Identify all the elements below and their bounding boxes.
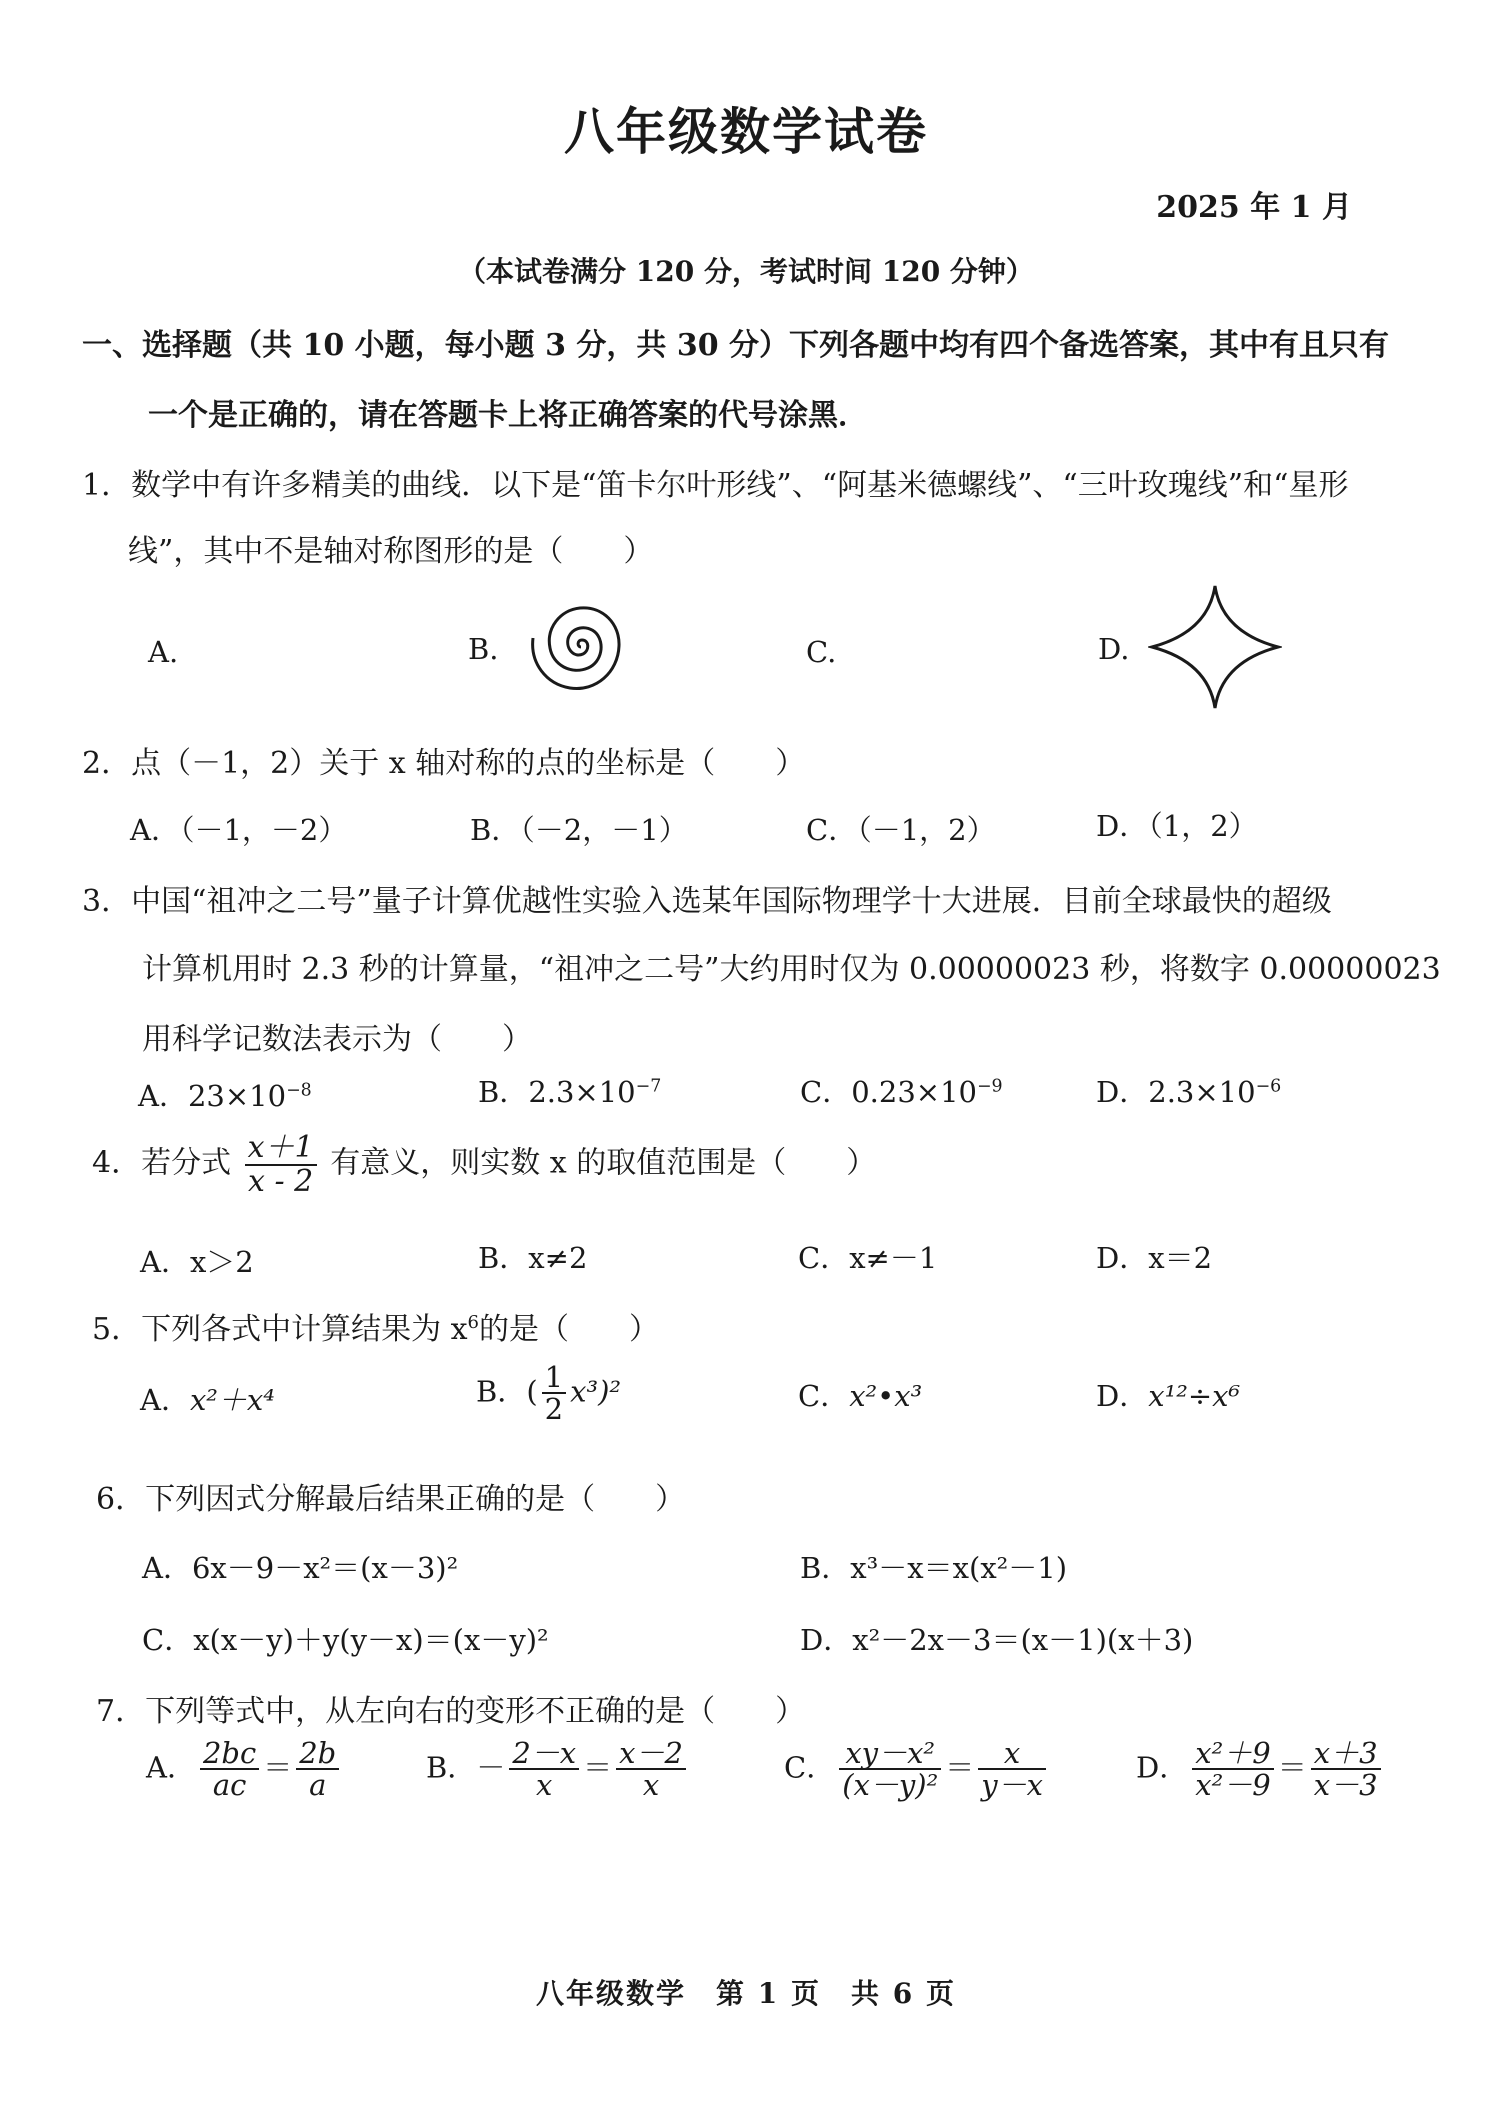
- q1-option-a-label: A.: [148, 635, 179, 669]
- q1-option-c-label: C.: [806, 635, 837, 669]
- q4-stem-pre: 4．若分式: [92, 1145, 232, 1181]
- archimedean-spiral-figure: [508, 580, 656, 708]
- section-heading-line1: 一、选择题（共 10 小题，每小题 3 分，共 30 分）下列各题中均有四个备选答案，其中有且只有: [82, 328, 1390, 363]
- q5-option-a: [140, 1378, 275, 1419]
- q5-option-d-label: D．: [1096, 1379, 1149, 1413]
- q3-option-a: [138, 1074, 312, 1115]
- q7-option-d-right-fraction: [1311, 1738, 1381, 1801]
- q3-option-d: [1096, 1070, 1281, 1111]
- q7-option-c: [784, 1738, 1050, 1801]
- q4-fraction-denominator: x - 2: [248, 1163, 314, 1199]
- q7-option-a-equals: ＝: [263, 1750, 293, 1785]
- q6-option-d: D．x²－2x－3＝(x－1)(x＋3): [800, 1623, 1194, 1657]
- q7-option-d-right-numerator: x＋3: [1311, 1738, 1381, 1770]
- q6-option-c: C．x(x－y)＋y(y－x)＝(x－y)²: [142, 1623, 549, 1657]
- q4-stem: [92, 1132, 876, 1197]
- q5-option-d: [1096, 1374, 1240, 1415]
- q7-option-c-label: C．: [784, 1750, 836, 1785]
- q2-option-c: C．（－1，2）: [806, 813, 996, 847]
- q3-option-a-label: A．: [138, 1079, 188, 1113]
- q7-option-c-equals: ＝: [945, 1750, 975, 1785]
- q3-stem-line2: 计算机用时 2.3 秒的计算量，“祖冲之二号”大约用时仅为 0.00000023 秒，将数字 0.00000023: [142, 952, 1441, 987]
- q6-option-a: A．6x－9－x²＝(x－3)²: [142, 1551, 459, 1585]
- q7-option-b-right-denominator: x: [642, 1768, 660, 1803]
- section-heading-line2: 一个是正确的，请在答题卡上将正确答案的代号涂黑．: [148, 398, 868, 433]
- q3-option-a-exponent: −8: [286, 1080, 312, 1101]
- q4-option-c: C．x≠－1: [798, 1241, 938, 1275]
- q7-option-d: [1136, 1738, 1385, 1801]
- q7-option-c-left-fraction: [839, 1738, 941, 1801]
- q5-option-b: [476, 1362, 621, 1425]
- q5-option-b-fraction: [542, 1362, 566, 1425]
- q5-stem: [92, 1304, 659, 1348]
- q5-option-c-expr: x²•x³: [849, 1379, 923, 1413]
- q7-option-b-right-fraction: [616, 1738, 686, 1801]
- q7-option-a-left-fraction: [200, 1738, 259, 1801]
- q3-option-a-base: 23×10: [187, 1079, 287, 1113]
- q4-fraction-numerator: x＋1: [245, 1132, 317, 1166]
- q3-option-c: [800, 1070, 1003, 1111]
- q7-option-b-right-numerator: x－2: [616, 1738, 686, 1770]
- q5-option-b-rest: x³)²: [570, 1374, 622, 1409]
- q3-stem-line3: 用科学记数法表示为（ ）: [142, 1022, 532, 1057]
- q3-stem-line1: 3．中国“祖冲之二号”量子计算优越性实验入选某年国际物理学十大进展．目前全球最快的超级: [82, 884, 1332, 919]
- q7-option-b-label: B．: [426, 1750, 477, 1785]
- q5-option-b-label: B．: [476, 1374, 527, 1409]
- q2-option-d: D．（1，2）: [1096, 809, 1258, 843]
- exam-note: （本试卷满分 120 分，考试时间 120 分钟）: [458, 255, 1034, 288]
- q7-option-b: [426, 1738, 690, 1801]
- q4-fraction: [245, 1132, 317, 1197]
- q7-option-a-right-denominator: a: [309, 1768, 327, 1803]
- q2-option-b: B．（－2，－1）: [470, 813, 688, 847]
- q7-option-b-equals: ＝: [583, 1750, 613, 1785]
- astroid-star-figure: [1148, 582, 1282, 712]
- q7-option-a-right-numerator: 2b: [296, 1738, 339, 1770]
- q7-option-b-sign: －: [476, 1750, 506, 1785]
- q3-option-d-label: D．: [1096, 1075, 1149, 1109]
- q3-option-d-base: 2.3×10: [1148, 1075, 1256, 1109]
- q1-option-d-label: D.: [1098, 632, 1130, 666]
- q7-option-d-left-numerator: x²＋9: [1192, 1738, 1273, 1770]
- q5-stem-exponent: 6: [467, 1312, 479, 1333]
- q7-option-d-left-denominator: x²－9: [1195, 1768, 1271, 1803]
- q5-option-c: [798, 1374, 922, 1415]
- q5-option-b-numerator: 1: [542, 1362, 566, 1394]
- q7-option-a-left-numerator: 2bc: [200, 1738, 259, 1770]
- q3-option-b-base: 2.3×10: [528, 1075, 636, 1109]
- q3-option-b-exponent: −7: [635, 1076, 662, 1097]
- exam-date: 2025 年 1 月: [1156, 190, 1352, 225]
- q7-option-c-left-numerator: xy－x²: [839, 1738, 941, 1770]
- q5-option-d-expr: x¹²÷x⁶: [1148, 1379, 1241, 1413]
- q7-option-d-left-fraction: [1192, 1738, 1273, 1801]
- q6-option-b: B．x³－x＝x(x²－1): [800, 1551, 1068, 1585]
- q3-option-b-label: B．: [478, 1075, 529, 1109]
- q7-option-a: [146, 1738, 343, 1801]
- q7-option-d-label: D．: [1136, 1750, 1189, 1785]
- q7-option-b-left-denominator: x: [536, 1768, 553, 1803]
- q5-option-b-open: (: [526, 1374, 538, 1409]
- q5-option-c-label: C．: [798, 1379, 850, 1413]
- q4-option-a: A．x＞2: [140, 1245, 254, 1279]
- q7-option-c-right-numerator: x: [978, 1738, 1046, 1770]
- q6-stem: 6．下列因式分解最后结果正确的是（ ）: [96, 1482, 686, 1517]
- q7-option-c-right-denominator: y－x: [981, 1768, 1043, 1803]
- q7-option-a-label: A．: [146, 1750, 196, 1785]
- q7-option-d-right-denominator: x－3: [1313, 1768, 1378, 1803]
- page-footer: 八年级数学 第 1 页 共 6 页: [536, 1977, 956, 2010]
- q4-stem-post: 有意义，则实数 x 的取值范围是（ ）: [330, 1145, 877, 1181]
- q3-option-c-exponent: −9: [976, 1076, 1003, 1097]
- q7-option-b-left-fraction: [509, 1738, 579, 1801]
- q7-option-b-left-numerator: 2－x: [509, 1738, 579, 1770]
- q7-option-d-equals: ＝: [1277, 1750, 1307, 1785]
- q4-option-d: D．x＝2: [1096, 1241, 1213, 1275]
- q5-option-a-expr: x²＋x⁴: [189, 1383, 275, 1417]
- q7-option-c-right-fraction: [978, 1738, 1046, 1801]
- q7-stem: 7．下列等式中，从左向右的变形不正确的是（ ）: [96, 1694, 806, 1729]
- q5-option-a-label: A．: [140, 1383, 190, 1417]
- q4-option-b: B．x≠2: [478, 1241, 588, 1275]
- q3-option-c-label: C．: [800, 1075, 852, 1109]
- q7-option-c-left-denominator: (x－y)²: [842, 1768, 939, 1803]
- q7-option-a-right-fraction: [296, 1738, 339, 1801]
- q3-option-c-base: 0.23×10: [851, 1075, 977, 1109]
- q5-stem-post: 的是（ ）: [479, 1312, 659, 1347]
- q2-option-a: A．（－1，－2）: [130, 813, 348, 847]
- q2-stem: 2．点（－1，2）关于 x 轴对称的点的坐标是（ ）: [82, 746, 806, 781]
- q1-stem-line1: 1．数学中有许多精美的曲线．以下是“笛卡尔叶形线”、“阿基米德螺线”、“三叶玫瑰线”和“星形: [82, 468, 1349, 503]
- q3-option-b: [478, 1070, 661, 1111]
- q5-option-b-denominator: 2: [544, 1392, 564, 1427]
- q1-option-b-label: B.: [468, 632, 499, 666]
- q7-option-a-left-denominator: ac: [212, 1768, 247, 1803]
- q5-stem-pre: 5．下列各式中计算结果为 x: [92, 1312, 468, 1347]
- q3-option-d-exponent: −6: [1255, 1076, 1282, 1097]
- q1-stem-line2: 线”，其中不是轴对称图形的是（ ）: [128, 534, 654, 569]
- exam-title: 八年级数学试卷: [564, 102, 928, 161]
